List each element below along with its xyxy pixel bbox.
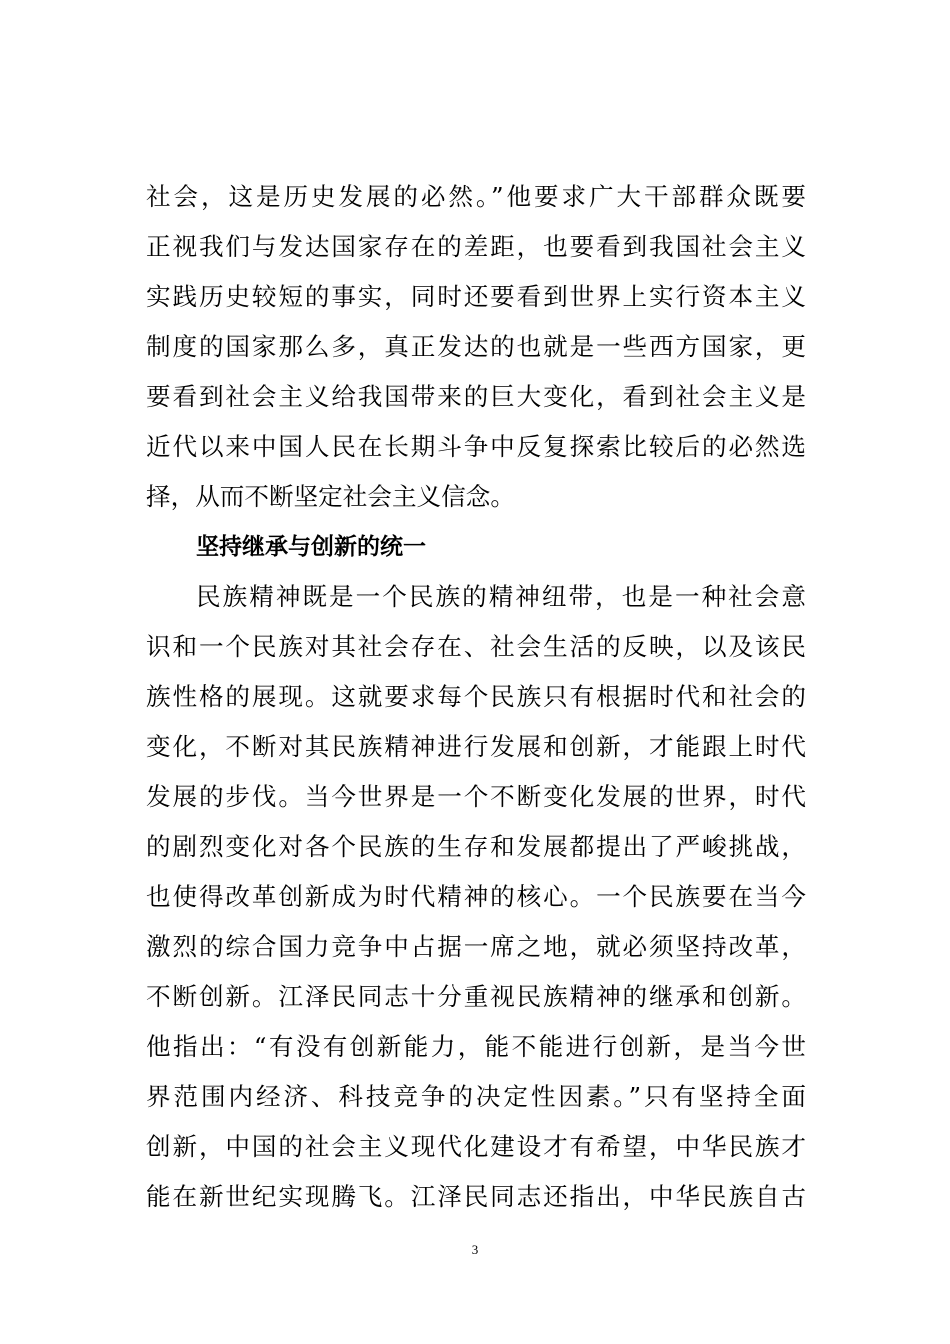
text-line: 识和一个民族对其社会存在、社会生活的反映，以及该民 (146, 632, 806, 661)
text-line: 要看到社会主义给我国带来的巨大变化，看到社会主义是 (146, 382, 806, 411)
text-line: 创新，中国的社会主义现代化建设才有希望，中华民族才 (146, 1132, 806, 1161)
paragraph-2 (146, 572, 806, 1222)
text-line: 激烈的综合国力竞争中占据一席之地，就必须坚持改革， (146, 932, 806, 961)
text-line: 界范围内经济、科技竞争的决定性因素。”只有坚持全面 (146, 1082, 806, 1111)
text-line: 制度的国家那么多，真正发达的也就是一些西方国家，更 (146, 332, 806, 361)
text-line: 变化，不断对其民族精神进行发展和创新，才能跟上时代 (146, 732, 806, 761)
text-line: 不断创新。江泽民同志十分重视民族精神的继承和创新。 (146, 982, 806, 1011)
text-line: 他指出：“有没有创新能力，能不能进行创新，是当今世 (146, 1032, 806, 1061)
section-heading: 坚持继承与创新的统一 (196, 534, 426, 560)
text-line: 的剧烈变化对各个民族的生存和发展都提出了严峻挑战， (146, 832, 806, 861)
text-line: 能在新世纪实现腾飞。江泽民同志还指出，中华民族自古 (146, 1182, 806, 1211)
page-number: 3 (471, 1242, 479, 1257)
text-line: 也使得改革创新成为时代精神的核心。一个民族要在当今 (146, 882, 806, 911)
paragraph-1 (146, 172, 806, 522)
text-line: 实践历史较短的事实，同时还要看到世界上实行资本主义 (146, 282, 806, 311)
text-line: 择，从而不断坚定社会主义信念。 (146, 482, 515, 511)
text-line: 正视我们与发达国家存在的差距，也要看到我国社会主义 (146, 232, 806, 261)
body-text (146, 172, 806, 1222)
text-line: 民族精神既是一个民族的精神纽带，也是一种社会意 (196, 582, 806, 611)
text-line: 发展的步伐。当今世界是一个不断变化发展的世界，时代 (146, 782, 806, 811)
text-line: 近代以来中国人民在长期斗争中反复探索比较后的必然选 (146, 432, 806, 461)
text-line: 社会，这是历史发展的必然。”他要求广大干部群众既要 (146, 182, 806, 211)
text-line: 族性格的展现。这就要求每个民族只有根据时代和社会的 (146, 682, 806, 711)
